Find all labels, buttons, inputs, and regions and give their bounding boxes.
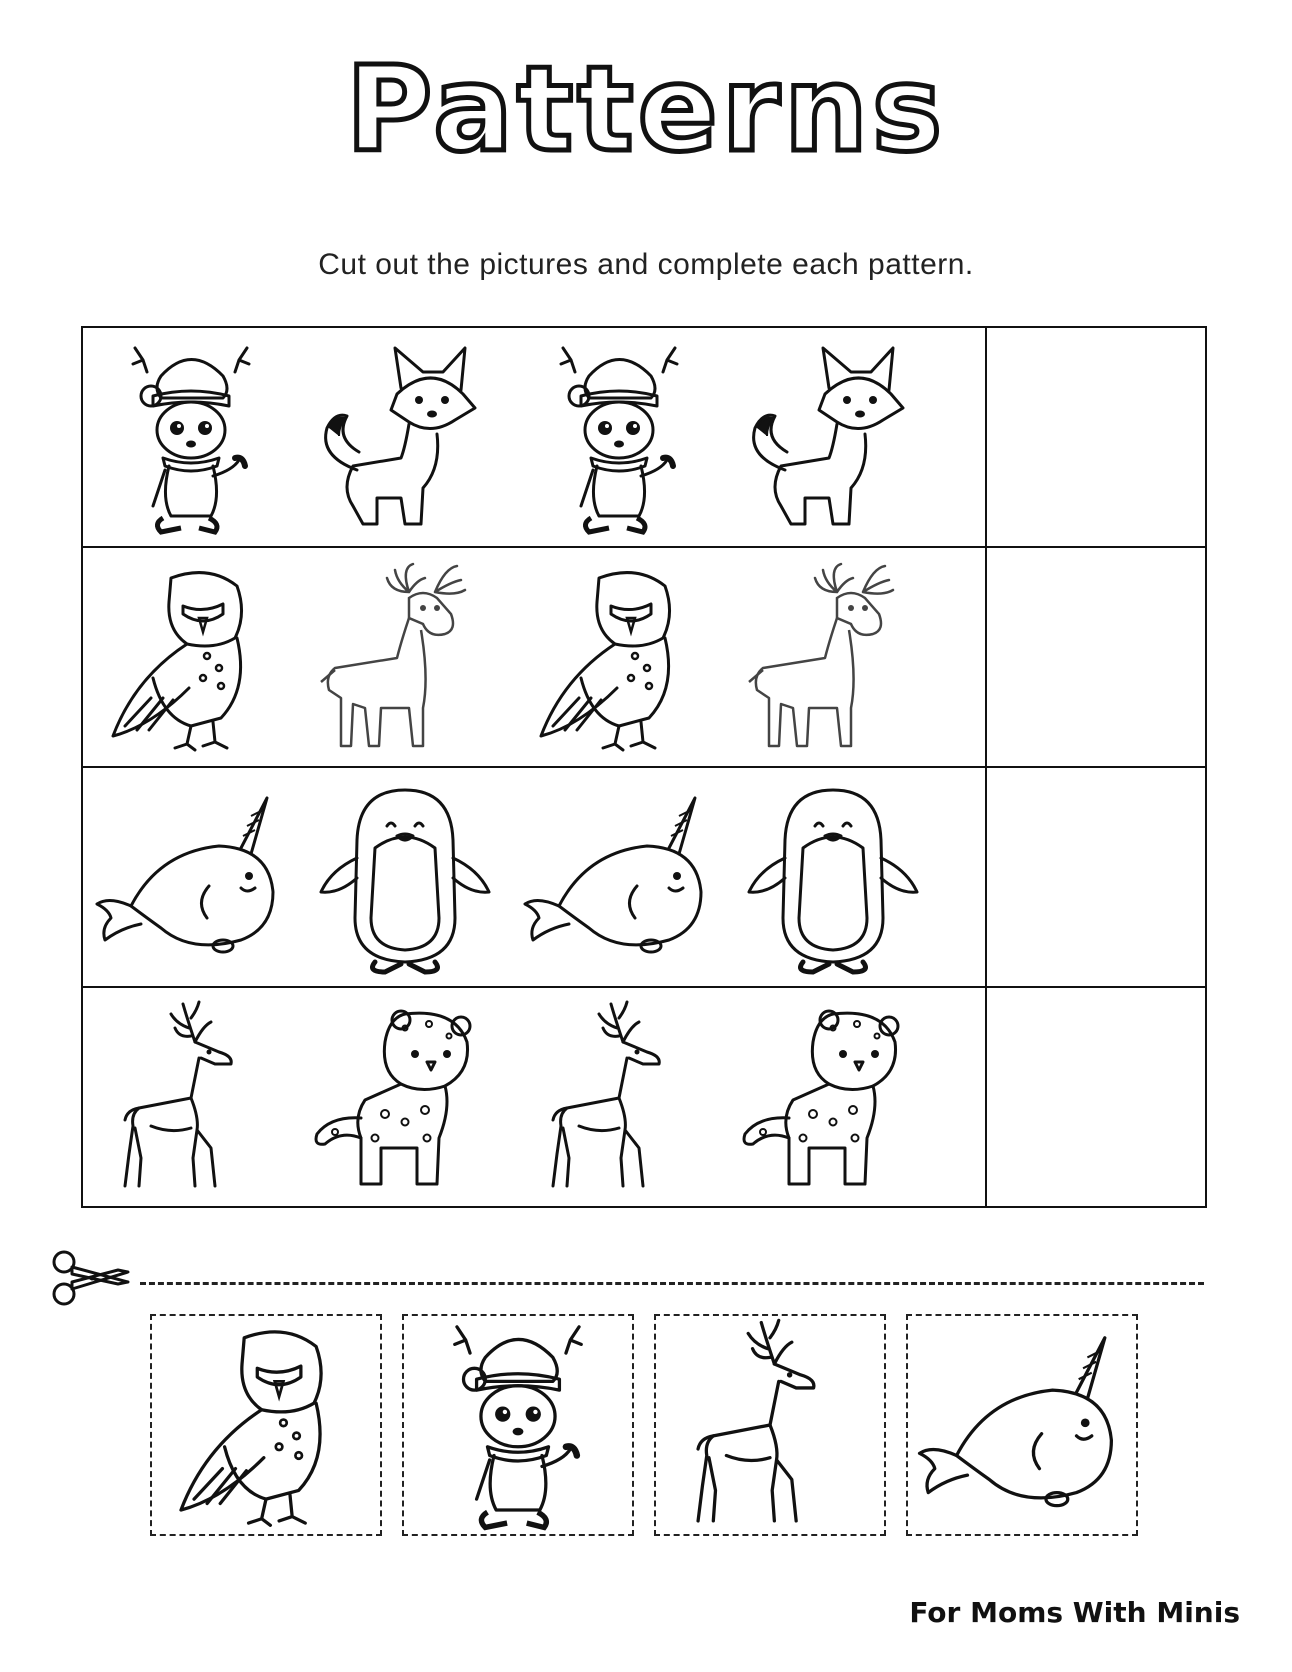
cutout-card-4[interactable] [906, 1314, 1138, 1536]
pattern-row-4 [83, 988, 1205, 1208]
answer-box-2[interactable] [985, 548, 1205, 766]
snow-leopard-icon [733, 996, 933, 1200]
pattern-cell [519, 336, 719, 540]
deer-in-hat-icon [404, 1316, 632, 1534]
cutout-card-1[interactable] [150, 1314, 382, 1536]
cutout-card-3[interactable] [654, 1314, 886, 1536]
owl-icon [519, 556, 719, 760]
pattern-cell [305, 996, 505, 1200]
cutout-card-2[interactable] [402, 1314, 634, 1536]
pattern-grid [81, 326, 1207, 1208]
pattern-cell [305, 336, 505, 540]
pattern-cell [519, 556, 719, 760]
pattern-cell [519, 776, 719, 980]
pattern-cell [91, 996, 291, 1200]
pattern-cell [305, 556, 505, 760]
instructions: Cut out the pictures and complete each pattern. [318, 248, 974, 281]
answer-box-1[interactable] [985, 328, 1205, 546]
brand-credit: For Moms With Minis [909, 1596, 1240, 1629]
cut-line [140, 1282, 1204, 1285]
answer-box-4[interactable] [985, 988, 1205, 1208]
fox-icon [305, 336, 505, 540]
narwhal-icon [519, 776, 719, 980]
owl-icon [152, 1316, 380, 1534]
pattern-cell [91, 336, 291, 540]
scissors-icon [48, 1248, 132, 1308]
pattern-cell [733, 776, 933, 980]
pattern-cell [733, 336, 933, 540]
penguin-icon [733, 776, 933, 980]
page-title: Patterns [345, 40, 947, 178]
pattern-cell [91, 556, 291, 760]
pattern-cell [519, 996, 719, 1200]
narwhal-icon [908, 1316, 1136, 1534]
deer-in-hat-icon [519, 336, 719, 540]
penguin-icon [305, 776, 505, 980]
reindeer-icon [91, 996, 291, 1200]
answer-box-3[interactable] [985, 768, 1205, 986]
pattern-row-1 [83, 328, 1205, 548]
pattern-cell [305, 776, 505, 980]
moose-icon [733, 556, 933, 760]
fox-icon [733, 336, 933, 540]
pattern-cell [91, 776, 291, 980]
pattern-cell [733, 996, 933, 1200]
owl-icon [91, 556, 291, 760]
snow-leopard-icon [305, 996, 505, 1200]
pattern-cell [733, 556, 933, 760]
reindeer-icon [656, 1316, 884, 1534]
reindeer-icon [519, 996, 719, 1200]
deer-in-hat-icon [91, 336, 291, 540]
moose-icon [305, 556, 505, 760]
pattern-row-2 [83, 548, 1205, 768]
pattern-row-3 [83, 768, 1205, 988]
narwhal-icon [91, 776, 291, 980]
